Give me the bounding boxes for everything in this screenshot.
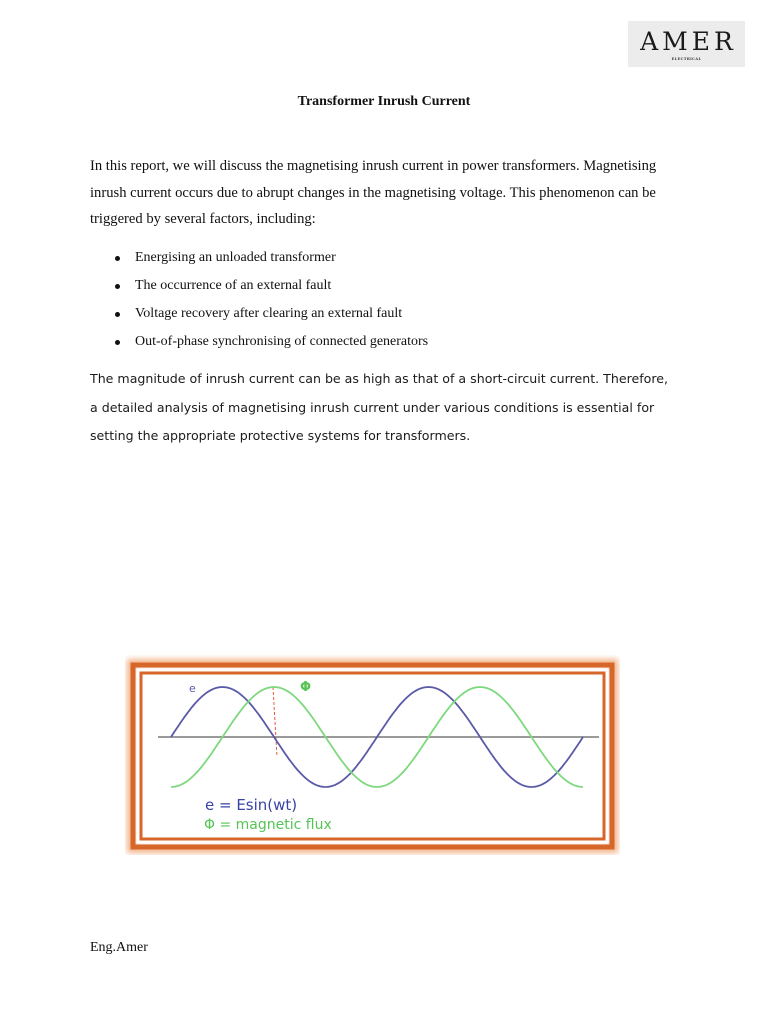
label-e: e: [189, 682, 196, 695]
list-item: Voltage recovery after clearing an external fault: [90, 300, 682, 328]
list-item: Energising an unloaded transformer: [90, 244, 682, 272]
logo-text: AMER: [640, 27, 737, 56]
intro-line: In this report, we will discuss the magnetising inrush current in power transformers. Magnetising: [90, 158, 657, 174]
intro-line: inrush current occurs due to abrupt changes in the magnetising voltage. This phenomenon can be: [90, 184, 656, 201]
conclusion-paragraph: [90, 365, 682, 451]
company-logo: [628, 21, 745, 67]
waveform-chart: [125, 655, 620, 855]
intro-line: triggered by several factors, including:: [90, 211, 316, 227]
intro-paragraph: [90, 153, 682, 233]
document-title: Transformer Inrush Current: [297, 94, 471, 109]
list-item: The occurrence of an external fault: [90, 272, 682, 300]
logo-subtext: ELECTRICAL: [671, 57, 702, 61]
label-phi: Φ: [300, 680, 312, 695]
conclusion-line: setting the appropriate protective systems for transformers.: [90, 428, 471, 443]
list-item: Out-of-phase synchronising of connected generators: [90, 328, 682, 356]
cause-list: [90, 244, 682, 356]
author-footer: Eng.Amer: [90, 940, 148, 955]
conclusion-line: The magnitude of inrush current can be as high as that of a short-circuit current. Therefore,: [90, 371, 669, 386]
waveform-figure: [125, 655, 620, 855]
conclusion-line: a detailed analysis of magnetising inrush current under various conditions is essential for: [90, 399, 655, 415]
equation-text: e = Esin(wt): [205, 796, 298, 814]
flux-legend-text: Φ = magnetic flux: [204, 817, 332, 833]
